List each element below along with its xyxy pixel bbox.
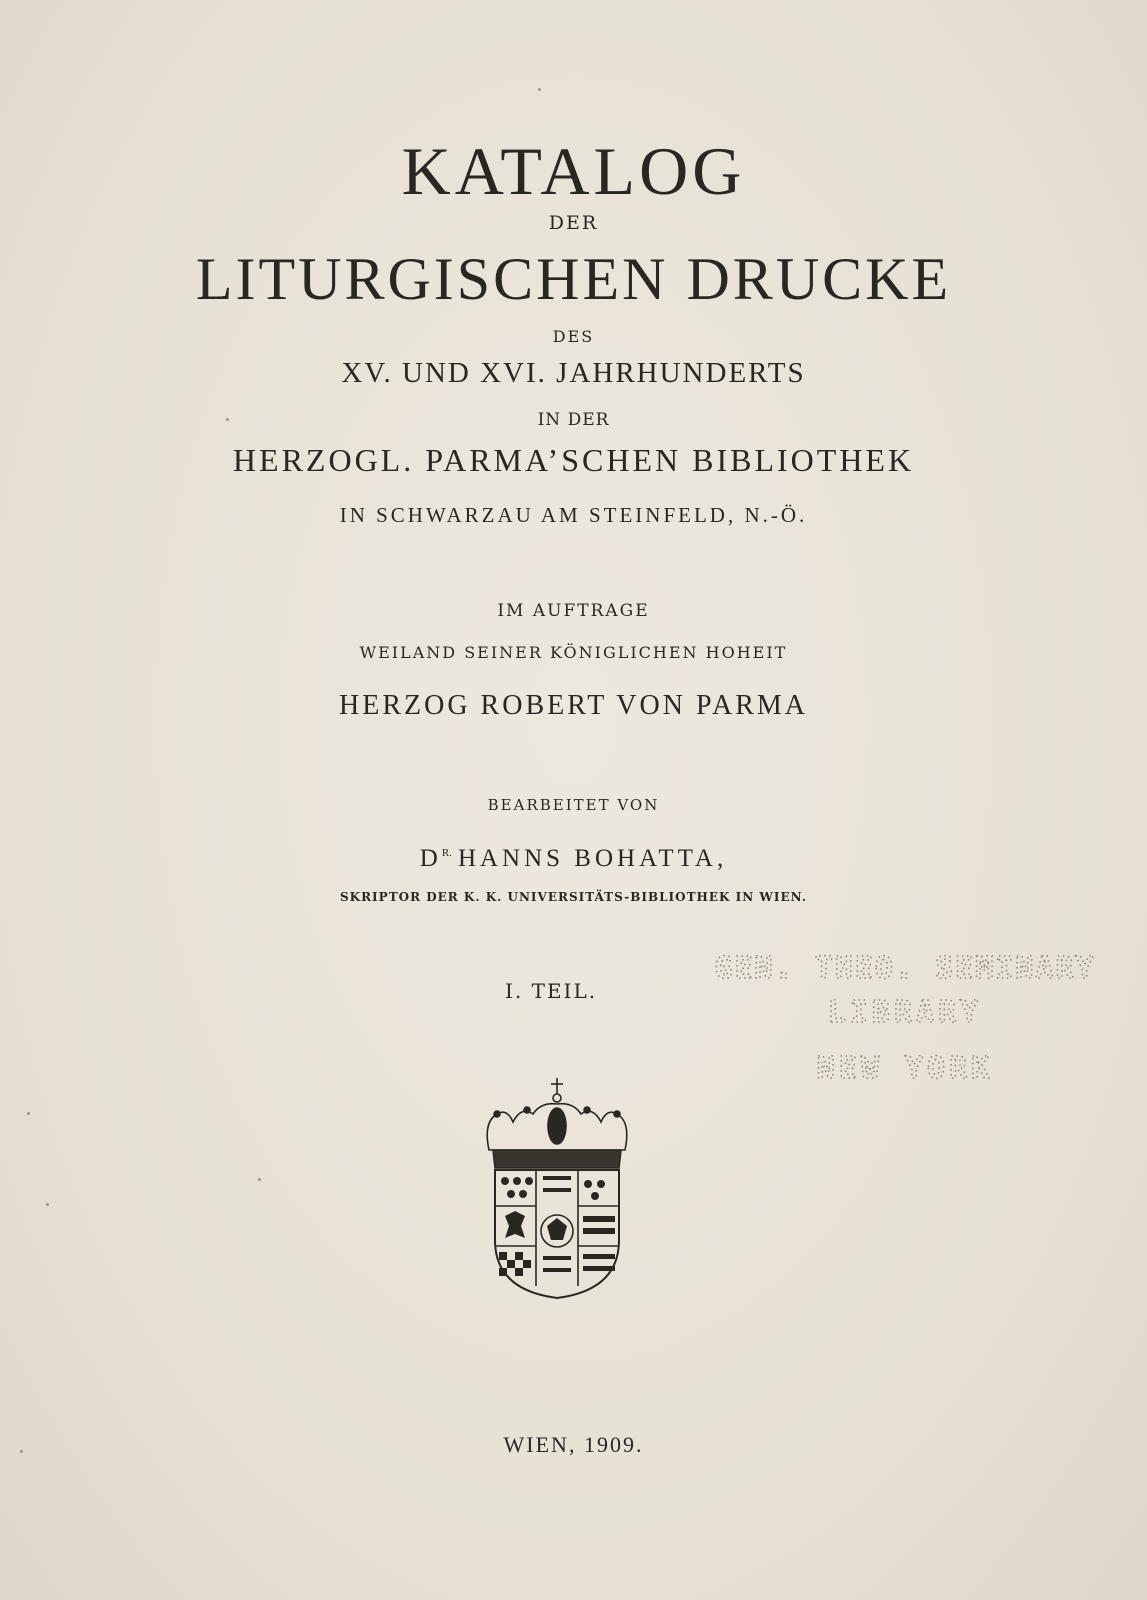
- stamp-line-3: NEW YORK: [816, 1051, 994, 1086]
- paper-speck: [538, 88, 541, 91]
- paper-speck: [258, 1178, 261, 1181]
- paper-speck: [226, 418, 229, 421]
- author-name: HANNS BOHATTA,: [457, 845, 728, 872]
- author-name-line: [0, 845, 1147, 873]
- stamp-line-1: GEN. THEO. SEMINARY: [714, 951, 1096, 986]
- stamp-line-2: LIBRARY: [827, 995, 983, 1030]
- paper-speck: [20, 1450, 23, 1453]
- author-prefix-sup: R.: [441, 847, 452, 859]
- paper-speck: [46, 1203, 49, 1206]
- title-der: DER: [548, 212, 599, 234]
- paper-speck: [27, 1112, 30, 1115]
- subtitle-centuries: XV. UND XVI. JAHRHUNDERTS: [341, 357, 806, 389]
- perforated-library-stamp: [680, 950, 1130, 1100]
- commission-patron: HERZOG ROBERT VON PARMA: [339, 690, 808, 721]
- author-prefix: D: [419, 845, 442, 872]
- title-main: LITURGISCHEN DRUCKE: [195, 246, 952, 312]
- author-bearbeitet: BEARBEITET VON: [487, 796, 660, 814]
- subtitle-location: IN SCHWARZAU AM STEINFELD, N.-Ö.: [339, 503, 808, 527]
- imprint: WIEN, 1909.: [503, 1432, 644, 1457]
- title-katalog: KATALOG: [401, 133, 746, 209]
- author-position: SKRIPTOR DER K. K. UNIVERSITÄTS-BIBLIOTHEK IN WIEN.: [339, 890, 807, 904]
- subtitle-in-der: IN DER: [537, 410, 610, 430]
- part-label: I. TEIL.: [505, 979, 598, 1003]
- commission-im-auftrage: IM AUFTRAGE: [497, 601, 650, 621]
- commission-weiland: WEILAND SEINER KÖNIGLICHEN HOHEIT: [359, 643, 788, 662]
- subtitle-library: HERZOGL. PARMA’SCHEN BIBLIOTHEK: [232, 442, 915, 478]
- coat-of-arms-icon: [483, 1076, 631, 1302]
- subtitle-des: DES: [552, 327, 595, 346]
